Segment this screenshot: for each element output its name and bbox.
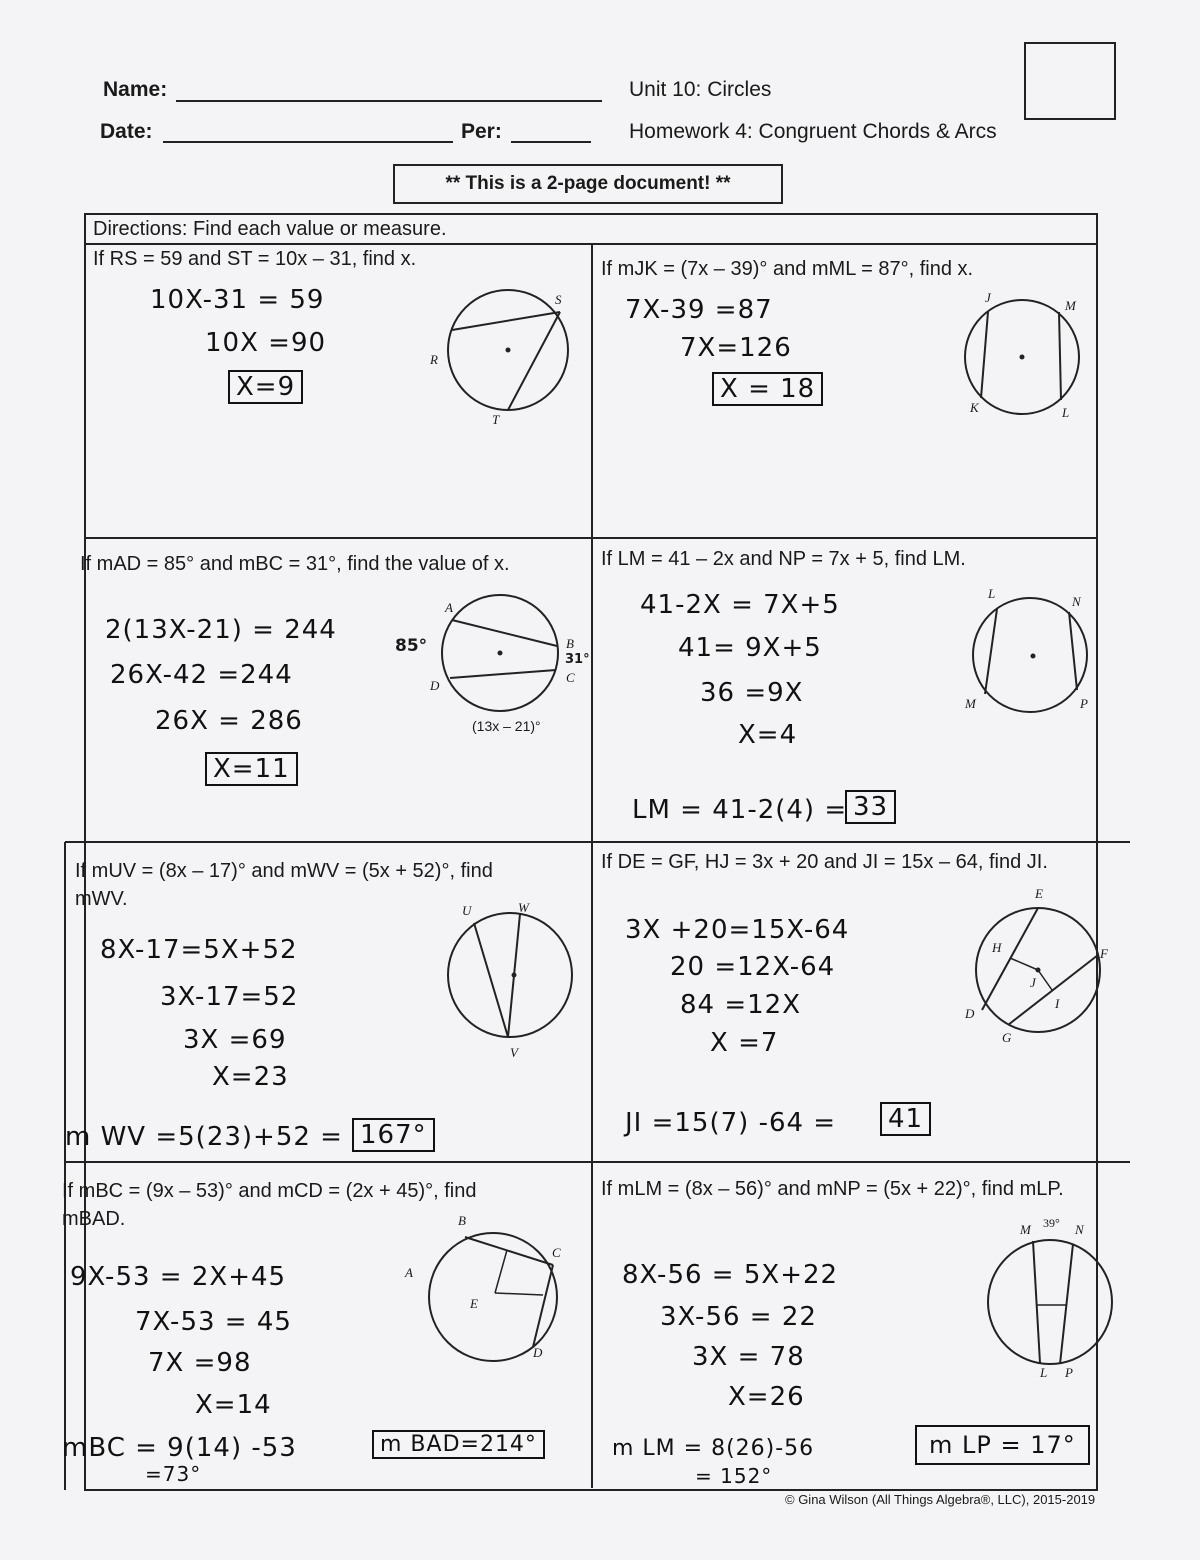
problem-4-answer-prefix: LM = 41-2(4) = — [632, 795, 848, 825]
label-E: E — [1035, 886, 1043, 901]
problem-7-work-6: =73° — [145, 1462, 202, 1486]
two-page-banner: ** This is a 2-page document! ** — [393, 164, 783, 204]
problem-6-answer-prefix: JI =15(7) -64 = — [625, 1108, 837, 1138]
label-K: K — [970, 400, 979, 415]
problem-5-work-3: 3X =69 — [183, 1025, 287, 1055]
problem-5-work-1: 8X-17=5X+52 — [100, 935, 298, 965]
problem-3-work-3: 26X = 286 — [155, 706, 303, 736]
label-F: F — [1100, 946, 1108, 961]
label-39-degrees: 39° — [1043, 1216, 1060, 1230]
label-M: M — [965, 696, 976, 711]
problem-5-work-4: X=23 — [212, 1062, 289, 1092]
problem-3-work-1: 2(13X-21) = 244 — [105, 615, 337, 645]
label-T: T — [492, 412, 500, 427]
problem-2-work-1: 7X-39 =87 — [625, 295, 773, 325]
problem-6-work-3: 84 =12X — [680, 990, 802, 1020]
score-box — [1024, 42, 1116, 120]
problem-6-circle-diagram — [970, 900, 1110, 1040]
label-A: A — [445, 600, 453, 615]
label-N: N — [1075, 1222, 1084, 1237]
label-P: P — [1065, 1365, 1073, 1380]
unit-title: Unit 10: Circles — [629, 78, 772, 101]
problem-5-answer: 167° — [352, 1118, 435, 1152]
label-G: G — [1002, 1030, 1012, 1045]
label-D: D — [430, 678, 440, 693]
problem-6-answer: 41 — [880, 1102, 931, 1136]
label-I: I — [1055, 996, 1060, 1011]
problem-2-work-2: 7X=126 — [680, 333, 792, 363]
name-line — [176, 100, 602, 102]
label-A: A — [405, 1265, 413, 1280]
date-label: Date: — [100, 120, 153, 143]
problem-2-prompt: If mJK = (7x – 39)° and mML = 87°, find x. — [601, 258, 974, 280]
label-U: U — [462, 903, 472, 918]
problem-1-answer: X=9 — [228, 370, 303, 404]
problem-5-answer-prefix: m WV =5(23)+52 = — [65, 1122, 343, 1152]
problem-8-work-4: X=26 — [728, 1382, 805, 1412]
label-J: J — [1030, 975, 1036, 990]
problem-7-prompt: If mBC = (9x – 53)° and mCD = (2x + 45)°, find mBAD. — [62, 1180, 477, 1230]
problem-8-work-2: 3X-56 = 22 — [660, 1302, 817, 1332]
label-L: L — [1062, 405, 1070, 420]
problem-7-work-3: 7X =98 — [148, 1348, 252, 1378]
problem-5-prompt: If mUV = (8x – 17)° and mWV = (5x + 52)°, find mWV. — [75, 860, 493, 910]
copyright: © Gina Wilson (All Things Algebra®, LLC), 2015-2019 — [785, 1492, 1096, 1507]
label-13x-21: (13x – 21)° — [472, 718, 541, 734]
label-N: N — [1072, 594, 1081, 609]
label-E: E — [470, 1296, 478, 1311]
label-85-degrees: 85° — [395, 636, 428, 656]
problem-7-work-5: mBC = 9(14) -53 — [62, 1433, 297, 1463]
problem-5-circle-diagram — [440, 905, 580, 1045]
problem-8-work-5: m LM = 8(26)-56 — [612, 1436, 815, 1461]
problem-7-circle-diagram — [415, 1225, 575, 1375]
label-D: D — [533, 1345, 543, 1360]
label-C: C — [566, 670, 575, 685]
label-P: P — [1080, 696, 1088, 711]
problem-8-prompt: If mLM = (8x – 56)° and mNP = (5x + 22)°, find mLP. — [601, 1178, 1064, 1200]
name-label: Name: — [103, 78, 168, 101]
problem-4-work-2: 41= 9X+5 — [678, 633, 822, 663]
label-V: V — [510, 1045, 518, 1060]
problem-3-circle-diagram — [420, 590, 580, 720]
problem-7-work-4: X=14 — [195, 1390, 272, 1420]
label-31-degrees: 31° — [565, 652, 590, 667]
problem-8-circle-diagram — [985, 1230, 1115, 1375]
problem-4-work-3: 36 =9X — [700, 678, 804, 708]
per-line — [511, 141, 591, 143]
problem-7-work-2: 7X-53 = 45 — [135, 1307, 292, 1337]
problem-8-work-6: = 152° — [695, 1464, 773, 1488]
label-S: S — [555, 292, 562, 307]
label-M: M — [1065, 298, 1076, 313]
problem-5-work-2: 3X-17=52 — [160, 982, 299, 1012]
problem-3-work-2: 26X-42 =244 — [110, 660, 293, 690]
homework-title: Homework 4: Congruent Chords & Arcs — [629, 120, 997, 143]
label-B: B — [566, 636, 574, 651]
problem-4-answer: 33 — [845, 790, 896, 824]
problem-7-work-1: 9X-53 = 2X+45 — [70, 1262, 287, 1292]
directions: Directions: Find each value or measure. — [93, 218, 447, 240]
problem-4-prompt: If LM = 41 – 2x and NP = 7x + 5, find LM. — [601, 548, 966, 570]
problem-6-work-4: X =7 — [710, 1028, 779, 1058]
problem-2-answer: X = 18 — [712, 372, 823, 406]
problem-1-prompt: If RS = 59 and ST = 10x – 31, find x. — [93, 248, 417, 270]
label-H: H — [992, 940, 1002, 955]
problem-7-answer: m BAD=214° — [372, 1430, 545, 1459]
problem-8-work-3: 3X = 78 — [692, 1342, 805, 1372]
problem-6-prompt: If DE = GF, HJ = 3x + 20 and JI = 15x – 64, find JI. — [601, 851, 1048, 873]
label-L: L — [1040, 1365, 1048, 1380]
per-label: Per: — [461, 120, 502, 143]
problem-8-answer: m LP = 17° — [915, 1425, 1090, 1465]
label-L: L — [988, 586, 996, 601]
label-R: R — [430, 352, 438, 367]
problem-4-work-4: X=4 — [738, 720, 798, 750]
problem-4-work-1: 41-2X = 7X+5 — [640, 590, 840, 620]
problem-3-answer: X=11 — [205, 752, 298, 786]
label-M: M — [1020, 1222, 1031, 1237]
problem-1-work-1: 10X-31 = 59 — [150, 285, 325, 315]
label-C: C — [552, 1245, 561, 1260]
label-J: J — [985, 290, 991, 305]
problem-1-work-2: 10X =90 — [205, 328, 327, 358]
date-line — [163, 141, 453, 143]
label-B: B — [458, 1213, 466, 1228]
problem-6-work-1: 3X +20=15X-64 — [625, 915, 850, 945]
label-W: W — [518, 900, 529, 915]
problem-3-prompt: If mAD = 85° and mBC = 31°, find the value of x. — [80, 553, 510, 575]
problem-6-work-2: 20 =12X-64 — [670, 952, 836, 982]
label-D: D — [965, 1006, 975, 1021]
problem-8-work-1: 8X-56 = 5X+22 — [622, 1260, 839, 1290]
